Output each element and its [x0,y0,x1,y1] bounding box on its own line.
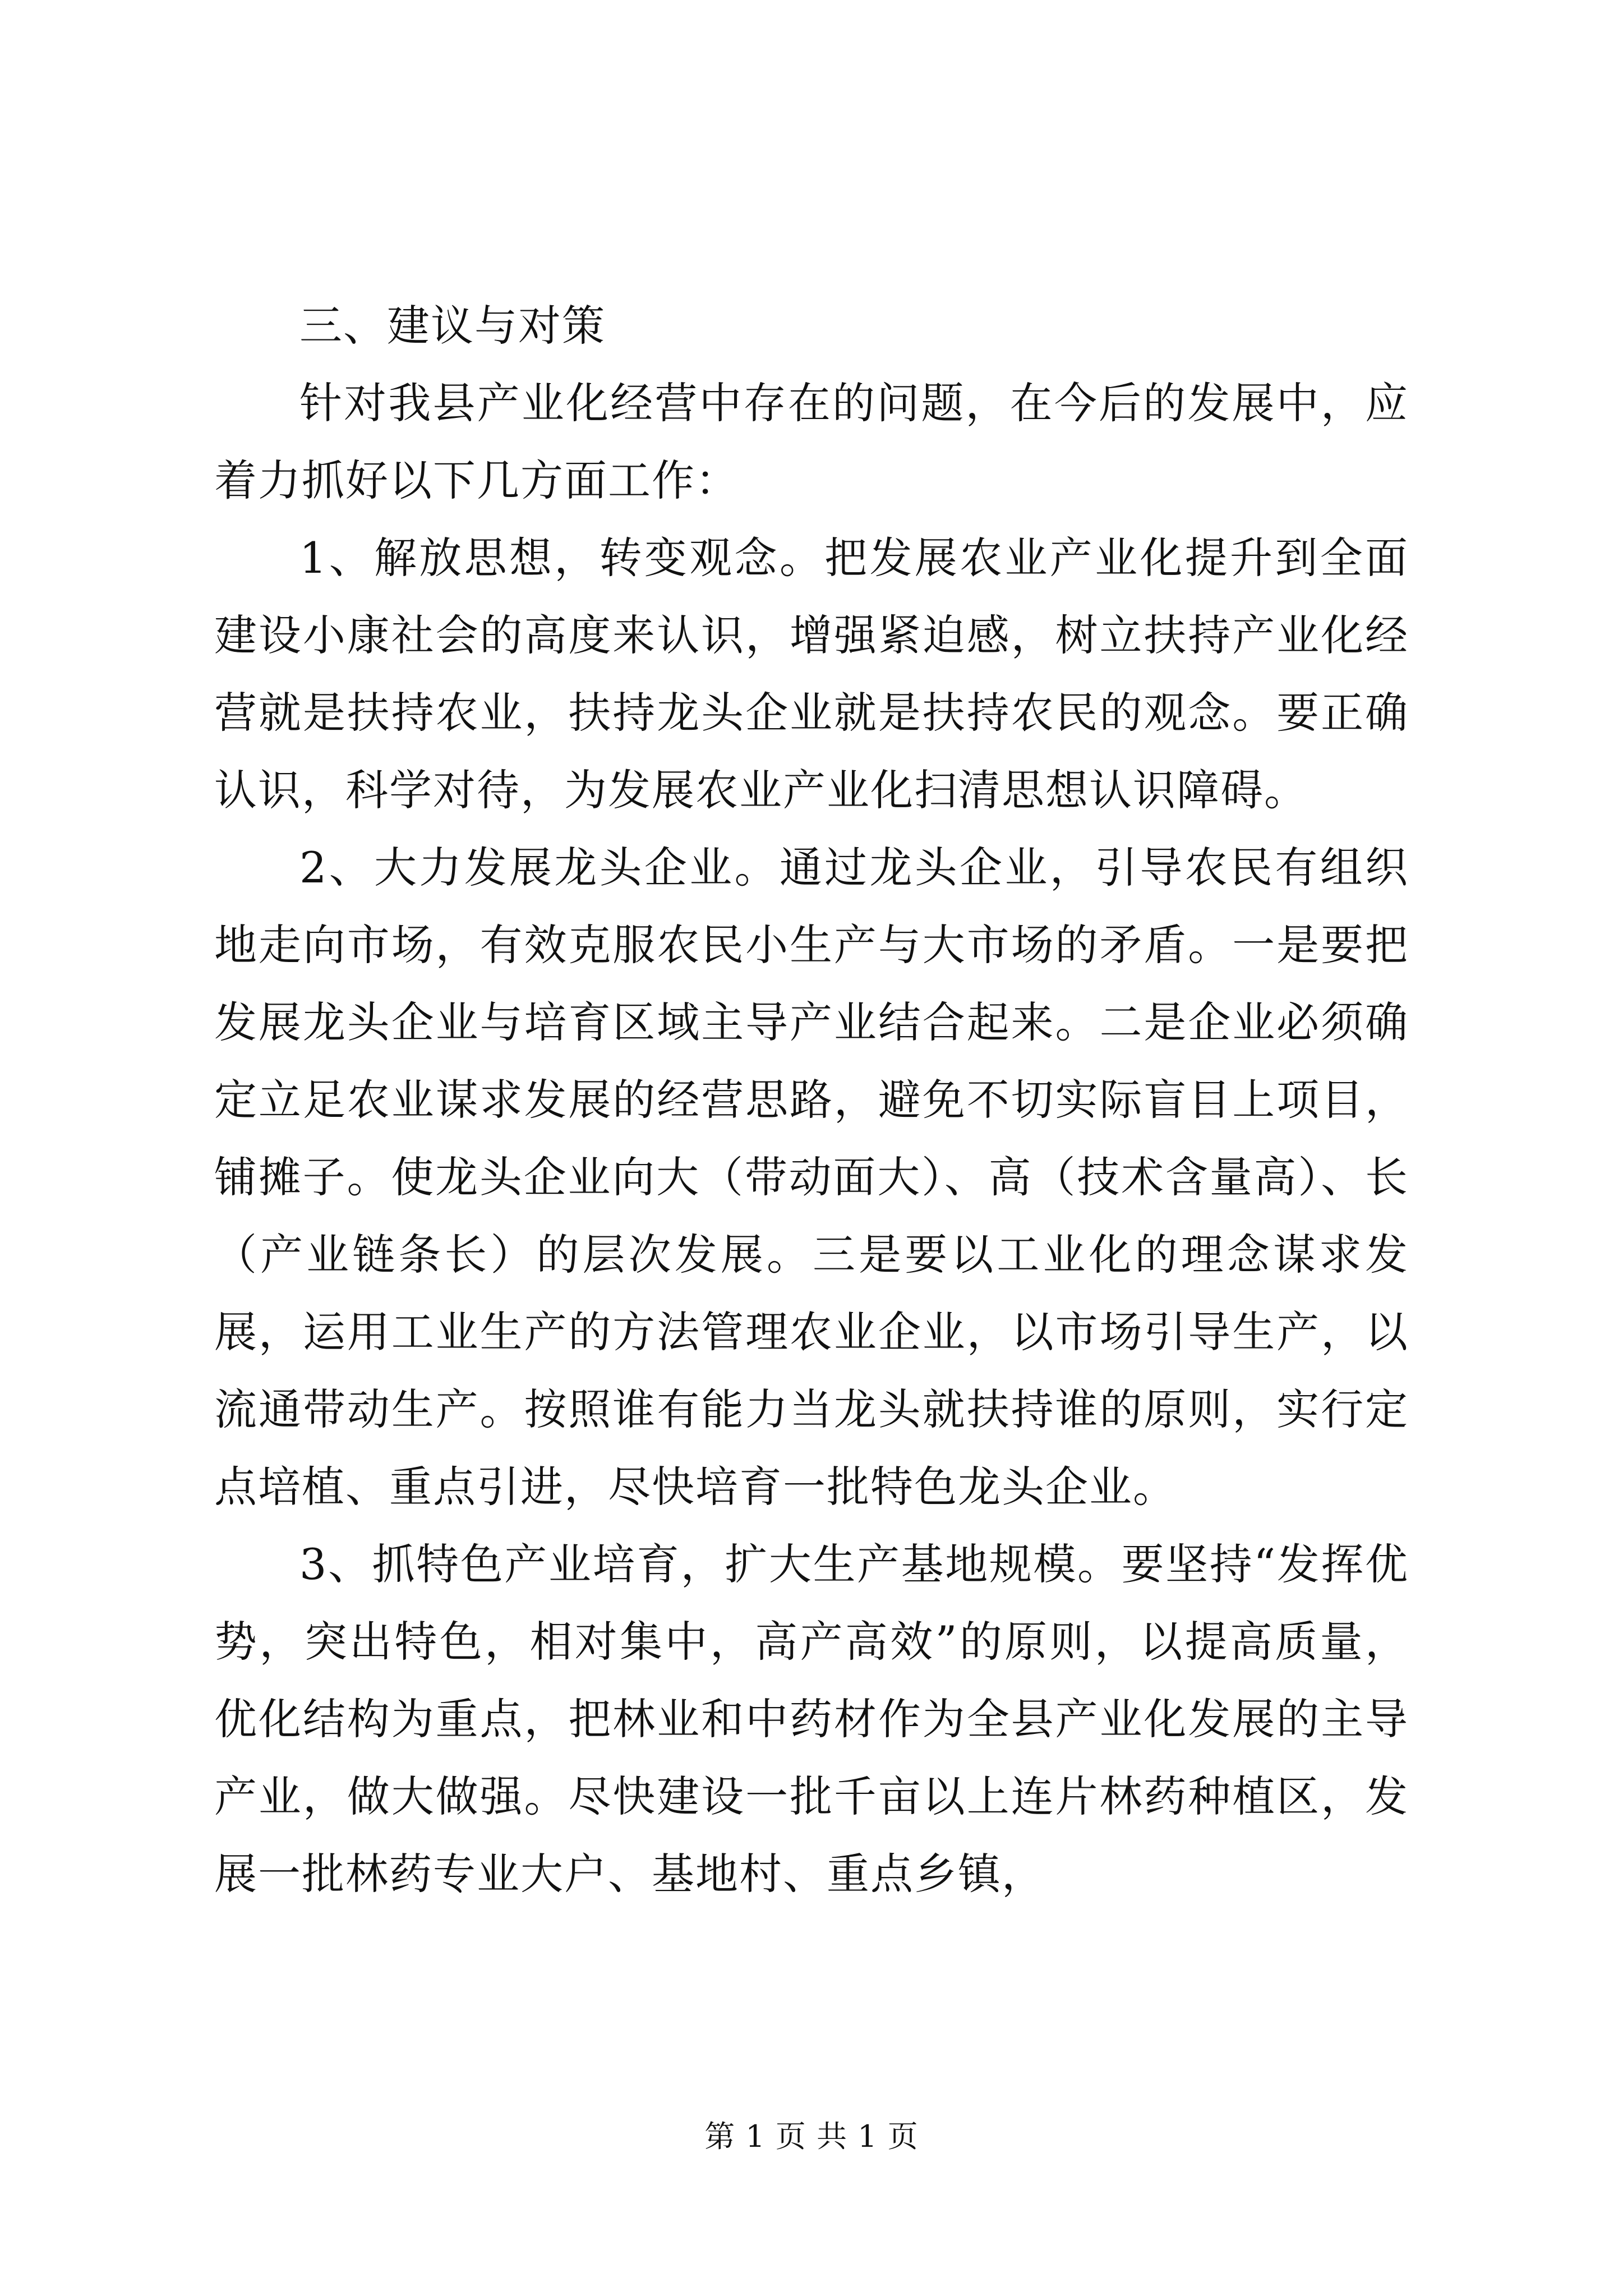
document-body [214,287,1409,1913]
paragraph-intro: 针对我县产业化经营中存在的问题，在今后的发展中，应着力抓好以下几方面工作： [214,378,1409,505]
paragraph-item-1: 1、解放思想，转变观念。把发展农业产业化提升到全面建设小康社会的高度来认识，增强紧迫感，树立扶持产业化经营就是扶持农业，扶持龙头企业就是扶持农民的观念。要正确认识，科学对待，为发展农业产业化扫清思想认识障碍。 [214,533,1409,815]
paragraph-item-3: 3、抓特色产业培育，扩大生产基地规模。要坚持“发挥优势，突出特色，相对集中，高产高效”的原则，以提高质量，优化结构为重点，把林业和中药材作为全县产业化发展的主导产业，做大做强。尽快建设一批千亩以上连片林药种植区，发展一批林药专业大户、基地村、重点乡镇， [214,1539,1409,1899]
section-heading: 三、建议与对策 [299,301,606,351]
page-footer: 第 1 页 共 1 页 [704,2119,919,2154]
paragraph-item-2: 2、大力发展龙头企业。通过龙头企业，引导农民有组织地走向市场，有效克服农民小生产与大市场的矛盾。一是要把发展龙头企业与培育区域主导产业结合起来。二是企业必须确定立足农业谋求发展的经营思路，避免不切实际盲目上项目，铺摊子。使龙头企业向大（带动面大）、高（技术含量高）、长（产业链条长）的层次发展。三是要以工业化的理念谋求发展，运用工业生产的方法管理农业企业，以市场引导生产，以流通带动生产。按照谁有能力当龙头就扶持谁的原则，实行定点培植、重点引进，尽快培育一批特色龙头企业。 [214,843,1409,1512]
